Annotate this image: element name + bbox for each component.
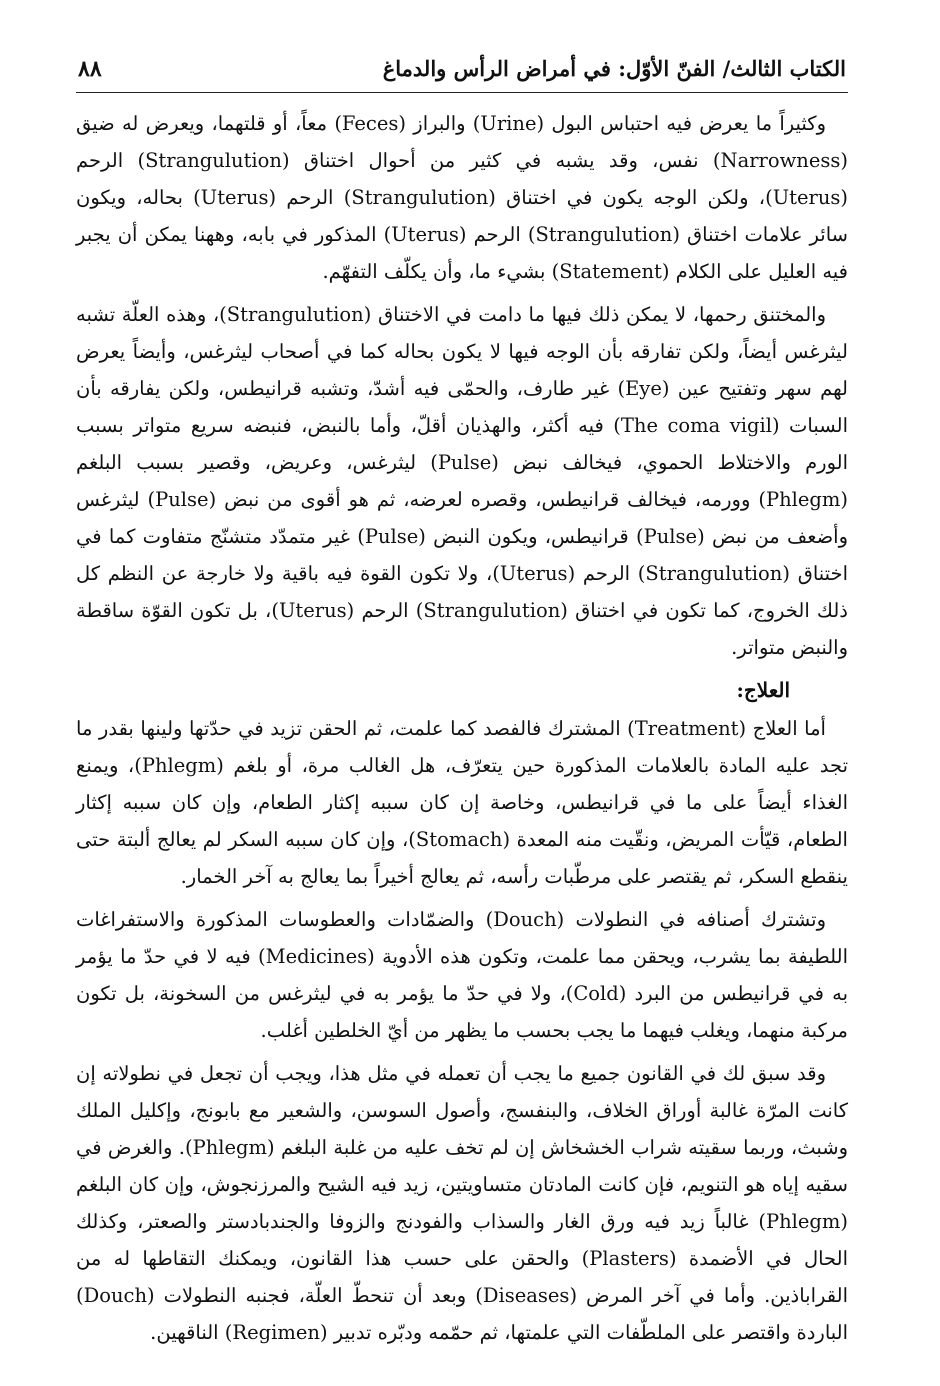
- treatment-heading: العلاج:: [736, 678, 790, 702]
- book-page: [76, 56, 848, 1357]
- paragraph-3: أما العلاج (Treatment) المشترك فالفصد كما علمت، ثم الحقن تزيد في حدّتها ولينها بقدر ما تجد عليه المادة بالعلامات المذكورة حين يتعرّف، هل الغالب مرة، أو بلغم (Phlegm)، ويمنع الغذاء أيضاً على ما في قرانيطس، وخاصة إن كان سببه إكثار الطعام، وإن كان سببه إكثار الطعام، قيّأت المريض، ونقّيت منه المعدة (Stomach)، وإن كان سببه السكر لم يعالج ألبتة حتى ينقطع السكر، ثم يقتصر على مرطّبات رأسه، ثم يعالج أخيراً بما يعالج به آخر الخمار.: [76, 717, 848, 888]
- running-header: [76, 56, 848, 93]
- paragraph-1: وكثيراً ما يعرض فيه احتباس البول (Urine) والبراز (Feces) معاً، أو قلتهما، ويعرض له ضيق (Narrowness) نفس، وقد يشبه في كثير من أحوال اختناق (Strangulution) الرحم (Uterus)، ولكن الوجه يكون في اختناق (Strangulution) الرحم (Uterus) بحاله، ويكون سائر علامات اختناق (Strangulution) الرحم (Uterus) المذكور في بابه، وههنا يمكن أن يجبر فيه العليل على الكلام (Statement) بشيء ما، وأن يكلّف التفهّم.: [76, 112, 849, 283]
- paragraph-4: وتشترك أصنافه في النطولات (Douch) والضمّادات والعطوسات المذكورة والاستفراغات اللطيفة بما يشرب، ويحقن مما علمت، وتكون هذه الأدوية (Medicines) فيه لا في حدّ ما يؤمر به في قرانيطس من البرد (Cold)، ولا في حدّ ما يؤمر به في ليثرغس من السخونة، بل تكون مركبة منهما، ويغلب فيهما ما يجب بحسب ما يظهر من أيّ الخلطين أغلب.: [76, 908, 848, 1042]
- running-title: الكتاب الثالث/ الفنّ الأوّل: في أمراض الرأس والدماغ: [382, 56, 846, 81]
- page-number: ٨٨: [78, 56, 102, 82]
- paragraph-5: وقد سبق لك في القانون جميع ما يجب أن تعمله في مثل هذا، ويجب أن تجعل في نطولاته إن كانت المرّة غالبة أوراق الخلاف، والبنفسج، وأصول السوسن، والشعير مع بابونج، وإكليل الملك وشبث، وربما سقيته شراب الخشخاش إن لم تخف عليه من غلبة البلغم (Phlegm). والغرض في سقيه إياه هو التنويم، فإن كانت المادتان متساويتين، زيد فيه الشيح والمرزنجوش، وإن كان البلغم (Phlegm) غالباً زيد فيه ورق الغار والسذاب والفودنج والزوفا والجندبادستر والصعتر، وكذلك الحال في الأضمدة (Plasters) والحقن على حسب هذا القانون، ويمكنك التقاطها له من القراباذين. وأما في آخر المرض (Diseases) وبعد أن تنحطّ العلّة، فجنبه النطولات (Douch) الباردة واقتصر على الملطّفات التي علمتها، ثم حمّمه ودبّره تدبير (Regimen) الناقهين.: [76, 1062, 848, 1344]
- paragraph-2: والمختنق رحمها، لا يمكن ذلك فيها ما دامت في الاختناق (Strangulution)، وهذه العلّة تشبه ليثرغس أيضاً، ولكن تفارقه بأن الوجه فيها لا يكون بحاله كما في أصحاب ليثرغس، وأيضاً يعرض لهم سهر وتفتيح عين (Eye) غير طارف، والحمّى فيه أشدّ، وتشبه قرانيطس، ولكن يفارقه بأن السبات (The coma vigil) فيه أكثر، والهذيان أقلّ، وأما بالنبض، فنبضه سريع متواتر بسبب الورم والاختلاط الحموي، فيخالف نبض (Pulse) ليثرغس، وعريض، وقصير بسبب البلغم (Phlegm) وورمه، فيخالف قرانيطس، وقصره لعرضه، ثم هو أقوى من نبض (Pulse) ليثرغس وأضعف من نبض (Pulse) قرانيطس، ويكون النبض (Pulse) غير متمدّد متشنّج متفاوت كما في اختناق (Strangulution) الرحم (Uterus)، ولا تكون القوة فيه باقية ولا خارجة عن النظم كل ذلك الخروج، كما تكون في اختناق (Strangulution) الرحم (Uterus)، بل تكون القوّة ساقطة والنبض متواتر.: [76, 303, 849, 659]
- body-text: [76, 105, 848, 1351]
